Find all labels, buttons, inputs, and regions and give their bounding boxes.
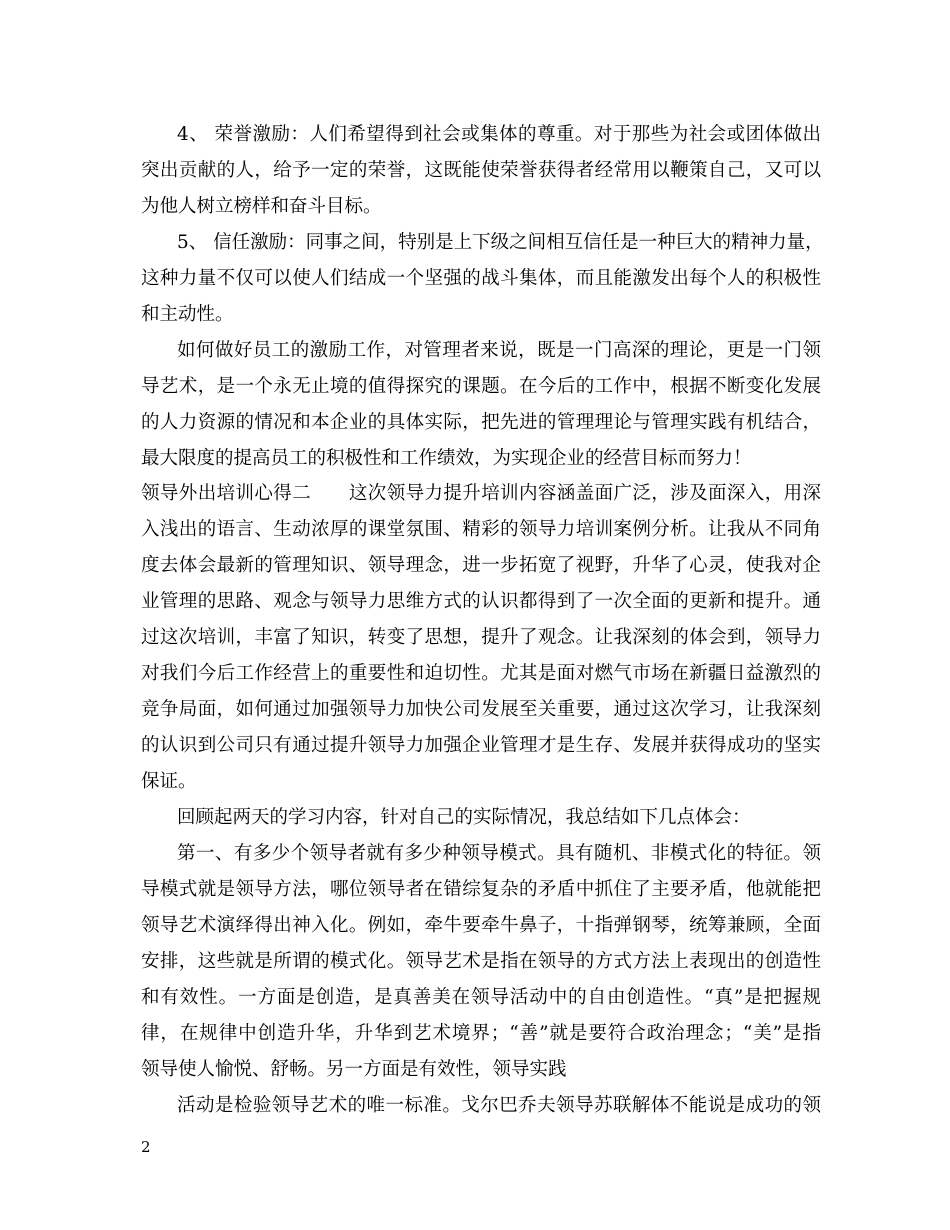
text-line: 4、 荣誉激励：人们希望得到社会或集体的尊重。对于那些为社会或团体做出 [177, 124, 821, 145]
text-line: 领导使人愉悦、舒畅。另一方面是有效性，领导实践 [141, 1059, 567, 1080]
text-line: 这种力量不仅可以使人们结成一个坚强的战斗集体，而且能激发出每个人的积极性 [141, 268, 821, 289]
text-line: 导模式就是领导方法，哪位领导者在错综复杂的矛盾中抓住了主要矛盾，他就能把 [141, 879, 821, 900]
text-line: 律，在规律中创造升华，升华到艺术境界；“善”就是要符合政治理念；“美”是指 [141, 1023, 821, 1044]
text-line: 领导外出培训心得二 这次领导力提升培训内容涵盖面广泛，涉及面深入，用深 [141, 483, 821, 504]
text-line: 活动是检验领导艺术的唯一标准。戈尔巴乔夫领导苏联解体不能说是成功的领 [177, 1095, 821, 1116]
text-line: 和有效性。一方面是创造，是真善美在领导活动中的自由创造性。“真”是把握规 [141, 987, 821, 1008]
text-line: 对我们今后工作经营上的重要性和迫切性。尤其是面对燃气市场在新疆日益激烈的 [141, 663, 821, 684]
text-line: 的人力资源的情况和本企业的具体实际，把先进的管理理论与管理实践有机结合， [141, 412, 821, 433]
page-number: 2 [141, 1138, 151, 1156]
text-line: 度去体会最新的管理知识、领导理念，进一步拓宽了视野，升华了心灵，使我对企 [141, 555, 821, 576]
text-line: 突出贡献的人，给予一定的荣誉，这既能使荣誉获得者经常用以鞭策自己，又可以 [141, 160, 821, 181]
text-line: 导艺术，是一个永无止境的值得探究的课题。在今后的工作中，根据不断变化发展 [141, 376, 821, 397]
text-line: 最大限度的提高员工的积极性和工作绩效，为实现企业的经营目标而努力！ [141, 448, 752, 469]
text-line: 第一、有多少个领导者就有多少种领导模式。具有随机、非模式化的特征。领 [177, 843, 821, 864]
text-line: 为他人树立榜样和奋斗目标。 [141, 196, 382, 217]
text-line: 和主动性。 [141, 304, 234, 325]
text-line: 的认识到公司只有通过提升领导力加强企业管理才是生存、发展并获得成功的坚实 [141, 735, 821, 756]
text-line: 过这次培训，丰富了知识，转变了思想，提升了观念。让我深刻的体会到，领导力 [141, 627, 821, 648]
text-line: 回顾起两天的学习内容，针对自己的实际情况，我总结如下几点体会： [177, 807, 751, 828]
text-line: 入浅出的语言、生动浓厚的课堂氛围、精彩的领导力培训案例分析。让我从不同角 [141, 519, 821, 540]
text-line: 保证。 [141, 771, 197, 792]
text-line: 竞争局面，如何通过加强领导力加快公司发展至关重要，通过这次学习，让我深刻 [141, 699, 821, 720]
text-line: 5、 信任激励：同事之间，特别是上下级之间相互信任是一种巨大的精神力量， [177, 232, 824, 253]
text-line: 如何做好员工的激励工作，对管理者来说，既是一门高深的理论，更是一门领 [177, 340, 821, 361]
text-line: 领导艺术演绎得出神入化。例如，牵牛要牵牛鼻子，十指弹钢琴，统筹兼顾，全面 [141, 915, 821, 936]
text-line: 安排，这些就是所谓的模式化。领导艺术是指在领导的方式方法上表现出的创造性 [141, 951, 821, 972]
text-line: 业管理的思路、观念与领导力思维方式的认识都得到了一次全面的更新和提升。通 [141, 591, 821, 612]
